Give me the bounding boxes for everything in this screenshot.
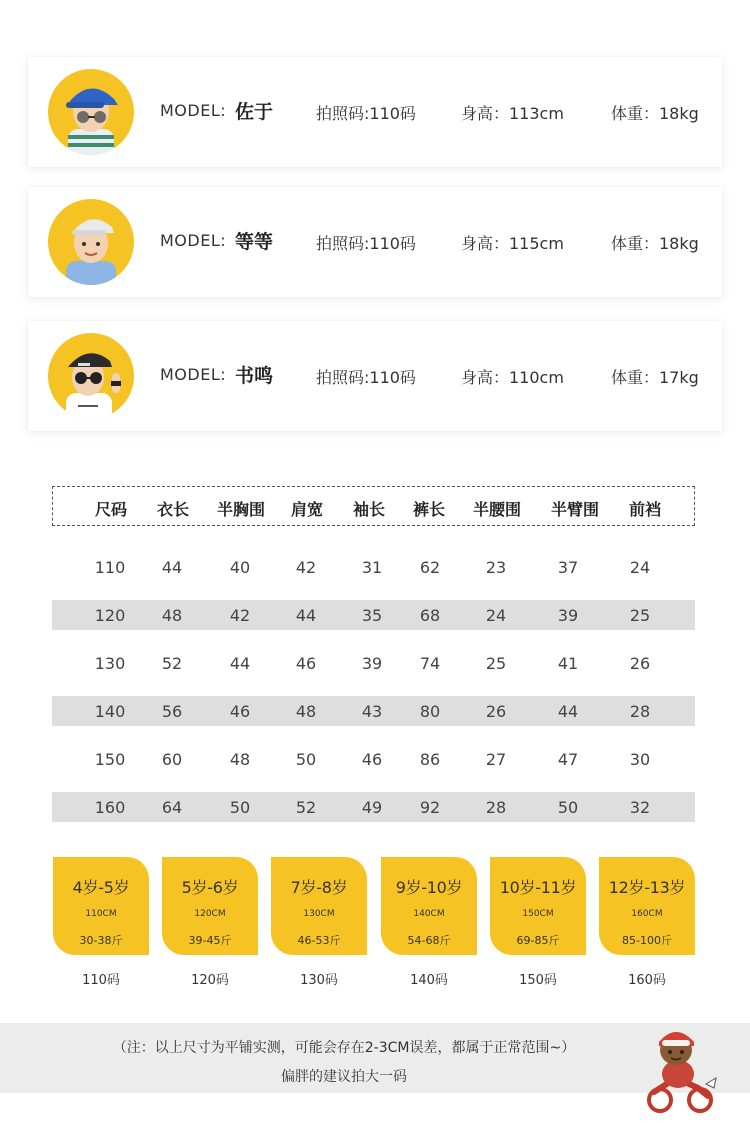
table-cell: 68 (419, 606, 441, 625)
size-code: 150码 (519, 973, 557, 988)
table-row (52, 792, 695, 822)
age-card (381, 857, 477, 955)
age-weight: 69-85斤 (516, 934, 560, 947)
header-cell: 半胸围 (216, 500, 266, 519)
measurement-note: （注：以上尺寸为平铺实测，可能会存在2-3CM误差，都属于正常范围~） (112, 1040, 576, 1056)
table-row (52, 744, 695, 774)
size-code: 110码 (82, 973, 120, 988)
table-cell: 24 (629, 558, 651, 577)
table-cell: 25 (629, 606, 651, 625)
table-cell: 64 (161, 798, 183, 817)
table-cell: 32 (629, 798, 651, 817)
model-label: MODEL: (160, 231, 227, 250)
mascot-illustration (640, 1022, 722, 1114)
table-cell: 50 (229, 798, 251, 817)
age-card (490, 857, 586, 955)
table-cell: 160 (94, 798, 126, 817)
age-card (599, 857, 695, 955)
table-cell: 30 (629, 750, 651, 769)
age-height: 150CM (522, 909, 554, 919)
model-card (28, 187, 722, 297)
table-cell: 150 (94, 750, 126, 769)
table-cell: 40 (229, 558, 251, 577)
age-height: 160CM (631, 909, 663, 919)
table-cell: 26 (485, 702, 507, 721)
age-range: 10岁-11岁 (499, 878, 577, 897)
table-cell: 41 (557, 654, 579, 673)
age-weight: 46-53斤 (297, 934, 341, 947)
header-cell: 前裆 (628, 500, 662, 519)
table-cell: 48 (295, 702, 317, 721)
table-cell: 120 (94, 606, 126, 625)
header-cell: 肩宽 (290, 500, 324, 519)
table-cell: 42 (295, 558, 317, 577)
age-range: 12岁-13岁 (608, 878, 686, 897)
table-cell: 27 (485, 750, 507, 769)
age-range: 9岁-10岁 (395, 878, 463, 897)
table-cell: 110 (94, 558, 126, 577)
table-cell: 44 (557, 702, 579, 721)
table-cell: 23 (485, 558, 507, 577)
table-cell: 50 (295, 750, 317, 769)
model-weight: 体重：18kg (611, 234, 699, 253)
table-cell: 60 (161, 750, 183, 769)
table-cell: 47 (557, 750, 579, 769)
table-cell: 130 (94, 654, 126, 673)
size-code: 160码 (628, 973, 666, 988)
note-band (0, 1023, 750, 1093)
table-cell: 44 (229, 654, 251, 673)
size-code: 140码 (410, 973, 448, 988)
age-height: 120CM (194, 909, 226, 919)
size-code: 120码 (191, 973, 229, 988)
table-row (52, 648, 695, 678)
table-cell: 52 (161, 654, 183, 673)
model-name: 等等 (235, 231, 274, 253)
header-cell: 袖长 (352, 500, 386, 519)
table-cell: 56 (161, 702, 183, 721)
model-photo-size: 拍照码:110码 (316, 234, 416, 253)
table-cell: 44 (161, 558, 183, 577)
table-cell: 74 (419, 654, 441, 673)
table-cell: 37 (557, 558, 579, 577)
header-cell: 半腰围 (472, 500, 522, 519)
table-row (52, 552, 695, 582)
model-avatar (48, 199, 134, 285)
table-cell: 50 (557, 798, 579, 817)
model-name: 书鸣 (235, 365, 274, 387)
age-weight: 39-45斤 (188, 934, 232, 947)
table-cell: 49 (361, 798, 383, 817)
model-avatar (48, 333, 134, 419)
age-card (271, 857, 367, 955)
model-card (28, 57, 722, 167)
age-range: 4岁-5岁 (72, 878, 130, 897)
table-cell: 48 (161, 606, 183, 625)
table-cell: 62 (419, 558, 441, 577)
table-cell: 24 (485, 606, 507, 625)
table-cell: 35 (361, 606, 383, 625)
table-cell: 39 (361, 654, 383, 673)
model-weight: 体重：18kg (611, 104, 699, 123)
age-card (53, 857, 149, 955)
size-code: 130码 (300, 973, 338, 988)
model-photo-size: 拍照码:110码 (316, 104, 416, 123)
table-cell: 46 (295, 654, 317, 673)
age-height: 130CM (303, 909, 335, 919)
table-cell: 80 (419, 702, 441, 721)
table-cell: 86 (419, 750, 441, 769)
age-height: 110CM (85, 909, 117, 919)
table-cell: 48 (229, 750, 251, 769)
table-cell: 28 (485, 798, 507, 817)
table-cell: 46 (229, 702, 251, 721)
table-cell: 44 (295, 606, 317, 625)
header-cell: 尺码 (94, 500, 128, 519)
age-weight: 54-68斤 (407, 934, 451, 947)
table-cell: 39 (557, 606, 579, 625)
model-height: 身高：110cm (461, 368, 564, 387)
model-avatar (48, 69, 134, 155)
table-cell: 25 (485, 654, 507, 673)
model-label: MODEL: (160, 365, 227, 384)
age-card (162, 857, 258, 955)
age-weight: 85-100斤 (622, 934, 672, 947)
table-cell: 140 (94, 702, 126, 721)
age-range: 7岁-8岁 (290, 878, 348, 897)
age-range: 5岁-6岁 (181, 878, 239, 897)
model-weight: 体重：17kg (611, 368, 699, 387)
age-height: 140CM (413, 909, 445, 919)
header-cell: 裤长 (412, 500, 446, 519)
header-cell: 半臂围 (550, 500, 600, 519)
table-cell: 43 (361, 702, 383, 721)
model-name: 佐于 (235, 101, 274, 123)
table-row (52, 696, 695, 726)
model-card (28, 321, 722, 431)
table-cell: 52 (295, 798, 317, 817)
model-photo-size: 拍照码:110码 (316, 368, 416, 387)
table-cell: 28 (629, 702, 651, 721)
model-label: MODEL: (160, 101, 227, 120)
table-cell: 46 (361, 750, 383, 769)
table-cell: 92 (419, 798, 441, 817)
model-height: 身高：115cm (461, 234, 564, 253)
size-advice: 偏胖的建议拍大一码 (281, 1069, 407, 1085)
table-row (52, 600, 695, 630)
table-cell: 31 (361, 558, 383, 577)
table-cell: 26 (629, 654, 651, 673)
model-height: 身高：113cm (461, 104, 564, 123)
table-cell: 42 (229, 606, 251, 625)
age-weight: 30-38斤 (79, 934, 123, 947)
table-header (52, 486, 695, 526)
header-cell: 衣长 (156, 500, 190, 519)
